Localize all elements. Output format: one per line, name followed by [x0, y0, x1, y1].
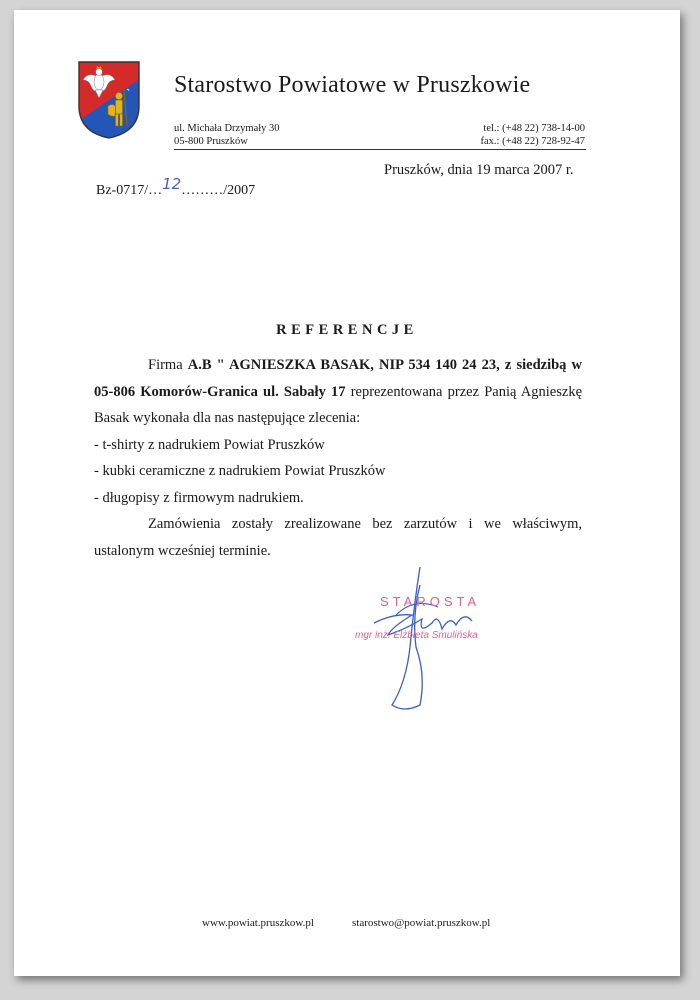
stamp-title: STAROSTA [380, 594, 481, 609]
body-paragraph-1 [94, 352, 582, 432]
reference-dots-right: ……… [181, 183, 224, 198]
list-item: - długopisy z firmowym nadrukiem. [94, 489, 304, 506]
phone-number: tel.: (+48 22) 738-14-00 [483, 123, 585, 134]
reference-prefix: Bz-0717/ [96, 183, 149, 198]
office-contact [470, 122, 585, 148]
letter-page [14, 10, 680, 976]
document-heading: REFERENCJE [276, 322, 418, 338]
footer-email: starostwo@powiat.pruszkow.pl [352, 917, 491, 929]
reference-number [96, 175, 256, 199]
letter-body [94, 352, 582, 564]
letterhead-divider [174, 149, 586, 150]
body-paragraph-1-rest: reprezentowana przez Panią Agnieszkę Basak wykonała dla nas następujące zlecenia: [94, 383, 583, 426]
stamp-name: mgr inż. Elżbieta Smulińska [355, 630, 478, 641]
office-address [174, 122, 280, 148]
office-name: Starostwo Powiatowe w Pruszkowie [174, 72, 531, 98]
firma-word: Firma [148, 357, 183, 373]
reference-dots-left: … [148, 183, 163, 198]
list-item: - kubki ceramiczne z nadrukiem Powiat Pruszków [94, 463, 386, 479]
reference-handwritten-number: 12 [162, 175, 182, 193]
coat-of-arms-icon [77, 60, 141, 140]
body-paragraph-2: Zamówienia zostały zrealizowane bez zarzutów i we właściwym, ustalonym wcześniej terminie. [94, 516, 582, 559]
company-details: A.B " AGNIESZKA BASAK, NIP 534 140 24 23, z siedzibą w 05-806 Komorów-Granica ul. Sabały 17 [94, 357, 583, 400]
fax-number: fax.: (+48 22) 728-92-47 [480, 136, 585, 147]
date-line: Pruszków, dnia 19 marca 2007 r. [384, 162, 574, 178]
address-city: 05-800 Pruszków [174, 136, 248, 147]
footer-website: www.powiat.pruszkow.pl [202, 917, 314, 929]
list-item: - t-shirty z nadrukiem Powiat Pruszków [94, 436, 325, 453]
reference-suffix: /2007 [223, 183, 256, 198]
address-street: ul. Michała Drzymały 30 [174, 123, 280, 134]
